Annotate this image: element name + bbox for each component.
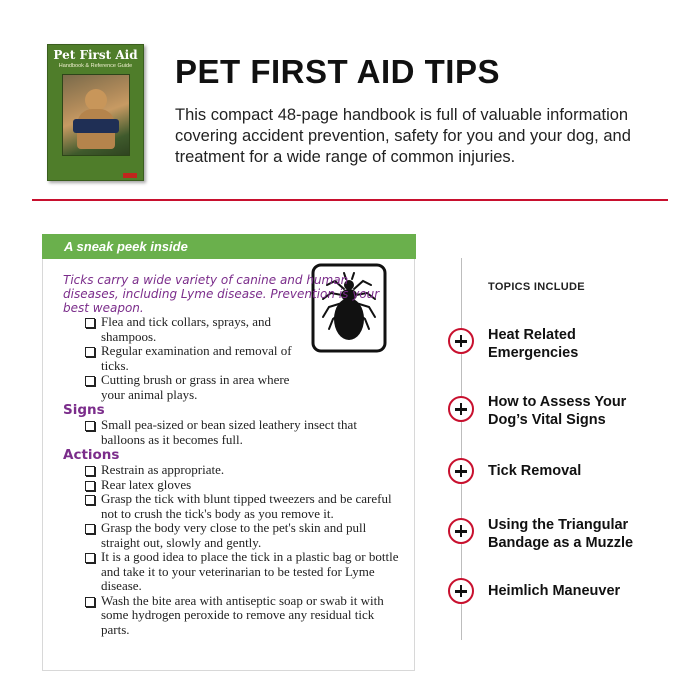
sneak-peek-body (63, 273, 403, 637)
actions-list (63, 463, 403, 637)
intro-text: This compact 48-page handbook is full of valuable information covering accident prevention, safety for you and your dog, and treatment for a wide range of common injuries. (175, 106, 631, 166)
sneak-peek-title: A sneak peek inside (64, 239, 188, 254)
topic-item: Heimlich Maneuver (488, 583, 621, 599)
sneak-peek-panel (42, 234, 415, 671)
list-item (85, 521, 403, 550)
dog-photo (62, 74, 130, 156)
list-item (85, 315, 295, 344)
tick-intro: Ticks carry a wide variety of canine and human diseases, including Lyme disease. Prevention is your best weapon. (63, 273, 380, 315)
plus-icon (448, 518, 474, 544)
list-item-text: Small pea-sized or bean sized leathery insect that balloons as it becomes full. (101, 417, 357, 447)
book-title: Pet First Aid (53, 48, 138, 62)
checkbox-icon (85, 495, 95, 505)
checkbox-icon (85, 553, 95, 563)
publisher-logo (113, 160, 139, 172)
list-item (85, 478, 403, 493)
signs-list (63, 418, 403, 447)
checkbox-icon (85, 466, 95, 476)
checkbox-icon (85, 481, 95, 491)
divider (32, 199, 668, 201)
list-item-text: Wash the bite area with antiseptic soap or swab it with some hydrogen peroxide to remove any residual tick parts. (101, 592, 384, 637)
checkbox-icon (85, 376, 95, 386)
prevention-list (63, 315, 295, 402)
checkbox-icon (85, 597, 95, 607)
list-item-text: Rear latex gloves (101, 476, 192, 492)
plus-icon (448, 328, 474, 354)
list-item-text: Grasp the tick with blunt tipped tweezers and be careful not to crush the tick's body as you remove it. (101, 491, 392, 521)
page-title: PET FIRST AID TIPS (175, 53, 500, 90)
list-item-text: Flea and tick collars, sprays, and shampoos. (101, 314, 272, 344)
list-item (85, 344, 295, 373)
book-cover (47, 44, 144, 181)
plus-icon (448, 396, 474, 422)
signs-heading: Signs (63, 402, 105, 418)
topic-item: Using the Triangular Bandage as a Muzzle (488, 517, 634, 551)
checkbox-icon (85, 524, 95, 534)
plus-icon (448, 458, 474, 484)
list-item-text: Grasp the body very close to the pet's skin and pull straight out, slowly and gently. (101, 520, 367, 550)
topics-label: TOPICS INCLUDE (488, 281, 585, 293)
plus-icon (448, 578, 474, 604)
publisher-badge (123, 173, 137, 178)
list-item (85, 492, 403, 521)
topic-item: Tick Removal (488, 463, 582, 479)
sneak-peek-header (42, 234, 416, 259)
checkbox-icon (85, 421, 95, 431)
list-item (85, 550, 403, 594)
list-item (85, 373, 295, 402)
list-item-text: Cutting brush or grass in area where your animal plays. (101, 372, 290, 402)
list-item-text: Restrain as appropriate. (101, 462, 225, 477)
list-item (85, 594, 403, 638)
dog-pack (73, 119, 119, 133)
dog-head (85, 89, 107, 111)
topic-item: How to Assess Your Dog’s Vital Signs (488, 394, 627, 428)
checkbox-icon (85, 347, 95, 357)
list-item-text: It is a good idea to place the tick in a plastic bag or bottle and take it to your veterinarian to be tested for Lyme disease. (101, 549, 399, 593)
topic-item: Heat Related Emergencies (488, 327, 579, 361)
list-item (85, 418, 403, 447)
checkbox-icon (85, 318, 95, 328)
actions-heading: Actions (63, 447, 120, 463)
list-item-text: Regular examination and removal of ticks. (101, 343, 292, 373)
book-subtitle: Handbook & Reference Guide (58, 63, 133, 69)
list-item (85, 463, 403, 478)
